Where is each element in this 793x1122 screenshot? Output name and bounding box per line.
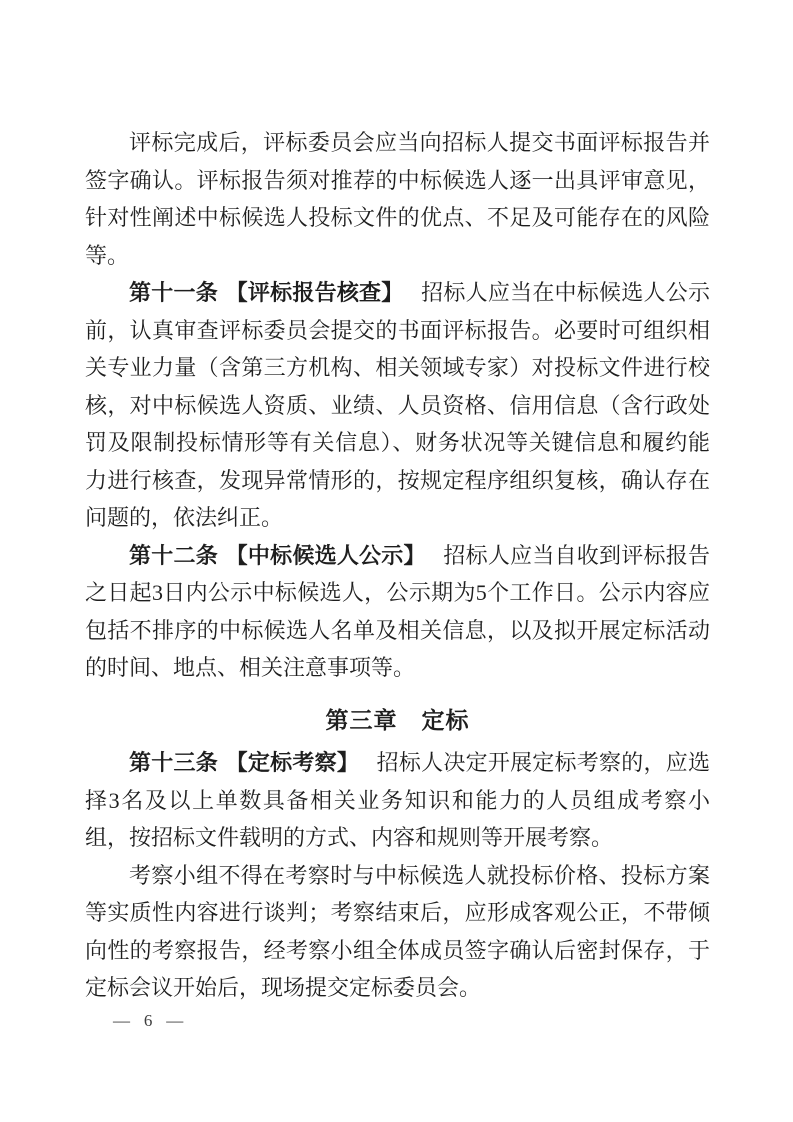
closing-paragraph-text: 考察小组不得在考察时与中标候选人就投标价格、投标方案等实质性内容进行谈判；考察结束后，应形成客观公正，不带倾向性的考察报告，经考察小组全体成员签字确认后密封保存，于定标会议开始后，现场提交定标委员会。	[85, 862, 710, 1000]
page-footer	[113, 1011, 184, 1031]
page-number: — 6 —	[113, 1011, 185, 1030]
document-body	[85, 124, 710, 1007]
article-13-title: 【定标考察】	[225, 750, 360, 775]
article-13-number: 第十三条	[129, 750, 218, 775]
article-11-paragraph	[85, 274, 710, 537]
article-11-title: 【评标报告核查】	[225, 280, 404, 305]
intro-paragraph	[85, 124, 710, 274]
article-12-number: 第十二条	[129, 542, 218, 568]
article-11-number: 第十一条	[129, 280, 218, 305]
article-11-text: 招标人应当在中标候选人公示前，认真审查评标委员会提交的书面评标报告。必要时可组织相关专业力量（含第三方机构、相关领域专家）对投标文件进行校核，对中标候选人资质、业绩、人员资格、信用信息（含行政处罚及限制投标情形等有关信息）、财务状况等关键信息和履约能力进行核查，发现异常情形的，按规定程序组织复核，确认存在问题的，依法纠正。	[85, 280, 710, 530]
chapter-heading: 第三章 定标	[325, 706, 470, 733]
article-12-title: 【中标候选人公示】	[225, 542, 426, 568]
article-12-paragraph	[85, 537, 710, 687]
closing-paragraph	[85, 857, 710, 1007]
article-13-text: 招标人决定开展定标考察的，应选择3名及以上单数具备相关业务知识和能力的人员组成考察小组，按招标文件载明的方式、内容和规则等开展考察。	[85, 750, 710, 850]
intro-paragraph-text: 评标完成后，评标委员会应当向招标人提交书面评标报告并签字确认。评标报告须对推荐的中标候选人逐一出具评审意见，针对性阐述中标候选人投标文件的优点、不足及可能存在的风险等。	[85, 130, 710, 268]
article-13-paragraph	[85, 744, 710, 857]
article-12-text: 招标人应当自收到评标报告之日起3日内公示中标候选人，公示期为5个工作日。公示内容应包括不排序的中标候选人名单及相关信息，以及拟开展定标活动的时间、地点、相关注意事项等。	[85, 542, 710, 680]
